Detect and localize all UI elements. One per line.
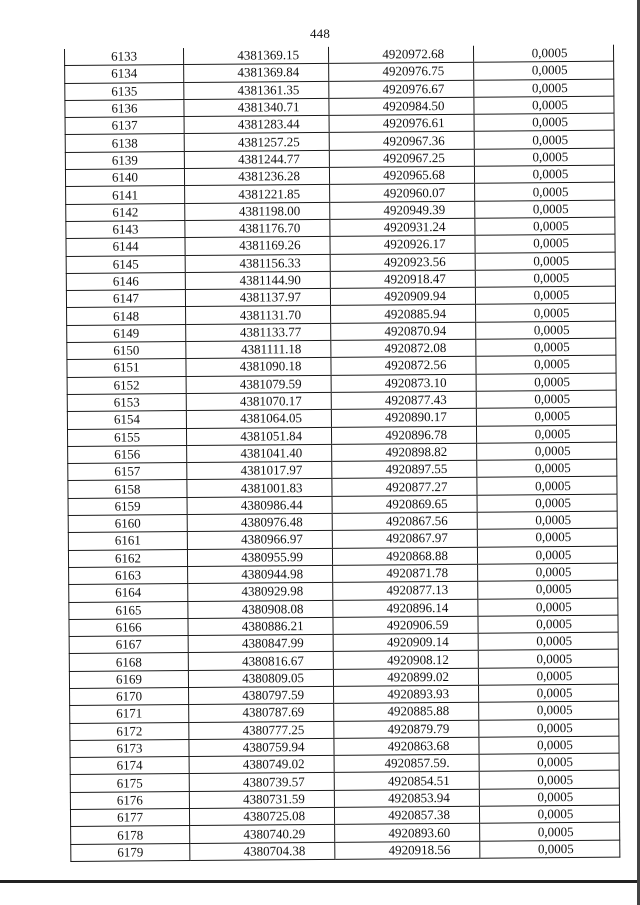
accuracy-cell: 0,0005 [477,442,617,460]
y-coordinate-cell: 4920926.17 [330,236,475,254]
point-id-cell: 6152 [67,376,186,394]
point-id-cell: 6133 [64,48,183,66]
accuracy-cell: 0,0005 [478,598,618,616]
x-coordinate-cell: 4381051.84 [186,427,331,445]
accuracy-cell: 0,0005 [478,615,618,633]
accuracy-cell: 0,0005 [479,805,619,823]
accuracy-cell: 0,0005 [476,373,616,391]
point-id-cell: 6153 [67,393,186,411]
x-coordinate-cell: 4380908.08 [188,600,333,618]
point-id-cell: 6160 [68,515,187,533]
point-id-cell: 6162 [68,549,187,567]
y-coordinate-cell: 4920906.59 [333,616,478,634]
y-coordinate-cell: 4920873.10 [331,374,476,392]
accuracy-cell: 0,0005 [474,61,614,79]
y-coordinate-cell: 4920893.60 [335,824,480,842]
accuracy-cell: 0,0005 [474,96,614,114]
y-coordinate-cell: 4920967.36 [329,132,474,150]
point-id-cell: 6167 [69,636,188,654]
point-id-cell: 6150 [67,342,186,360]
y-coordinate-cell: 4920885.94 [331,305,476,323]
y-coordinate-cell: 4920853.94 [334,789,479,807]
x-coordinate-cell: 4381221.85 [185,185,330,203]
point-id-cell: 6168 [69,653,188,671]
accuracy-cell: 0,0005 [473,45,613,63]
x-coordinate-cell: 4380955.99 [187,548,332,566]
point-id-cell: 6177 [70,809,189,827]
point-id-cell: 6148 [67,307,186,325]
point-id-cell: 6142 [66,203,185,221]
accuracy-cell: 0,0005 [477,511,617,529]
point-id-cell: 6135 [65,82,184,100]
accuracy-cell: 0,0005 [480,823,620,841]
point-id-cell: 6136 [65,99,184,117]
accuracy-cell: 0,0005 [479,701,619,719]
accuracy-cell: 0,0005 [475,217,615,235]
point-id-cell: 6154 [67,411,186,429]
y-coordinate-cell: 4920872.56 [331,357,476,375]
y-coordinate-cell: 4920867.56 [332,512,477,530]
accuracy-cell: 0,0005 [476,356,616,374]
accuracy-cell: 0,0005 [475,252,615,270]
page-number: 448 [309,26,331,41]
y-coordinate-cell: 4920918.56 [335,841,480,859]
y-coordinate-cell: 4920897.55 [332,460,477,478]
point-id-cell: 6164 [69,584,188,602]
accuracy-cell: 0,0005 [477,494,617,512]
point-id-cell: 6173 [70,739,189,757]
y-coordinate-cell: 4920885.88 [334,703,479,721]
accuracy-cell: 0,0005 [475,200,615,218]
accuracy-cell: 0,0005 [479,736,619,754]
y-coordinate-cell: 4920868.88 [332,547,477,565]
x-coordinate-cell: 4380944.98 [188,565,333,583]
accuracy-cell: 0,0005 [474,148,614,166]
x-coordinate-cell: 4381137.97 [185,289,330,307]
y-coordinate-cell: 4920967.25 [329,149,474,167]
accuracy-cell: 0,0005 [478,650,618,668]
y-coordinate-cell: 4920871.78 [333,564,478,582]
y-coordinate-cell: 4920898.82 [332,443,477,461]
x-coordinate-cell: 4381176.70 [185,219,330,237]
x-coordinate-cell: 4380787.69 [189,704,334,722]
x-coordinate-cell: 4380809.05 [188,669,333,687]
point-id-cell: 6144 [66,238,185,256]
point-id-cell: 6159 [68,497,187,515]
x-coordinate-cell: 4380816.67 [188,652,333,670]
x-coordinate-cell: 4381369.84 [184,64,329,82]
y-coordinate-cell: 4920896.14 [333,599,478,617]
x-coordinate-cell: 4381070.17 [186,392,331,410]
y-coordinate-cell: 4920857.38 [334,806,479,824]
y-coordinate-cell: 4920869.65 [332,495,477,513]
x-coordinate-cell: 4381283.44 [184,116,329,134]
y-coordinate-cell: 4920923.56 [330,253,475,271]
accuracy-cell: 0,0005 [476,407,616,425]
x-coordinate-cell: 4381340.71 [184,98,329,116]
point-id-cell: 6145 [66,255,185,273]
accuracy-cell: 0,0005 [479,719,619,737]
y-coordinate-cell: 4920909.94 [330,287,475,305]
point-id-cell: 6138 [65,134,184,152]
point-id-cell: 6141 [66,186,185,204]
accuracy-cell: 0,0005 [477,459,617,477]
y-coordinate-cell: 4920893.93 [334,685,479,703]
x-coordinate-cell: 4381131.70 [186,306,331,324]
x-coordinate-cell: 4380725.08 [189,807,334,825]
accuracy-cell: 0,0005 [479,788,619,806]
accuracy-cell: 0,0005 [479,771,619,789]
x-coordinate-cell: 4380759.94 [189,738,334,756]
point-id-cell: 6175 [70,774,189,792]
point-id-cell: 6156 [68,445,187,463]
point-id-cell: 6171 [70,705,189,723]
point-id-cell: 6174 [70,757,189,775]
coordinates-table-body [64,45,619,862]
x-coordinate-cell: 4380847.99 [188,634,333,652]
table-row [71,840,620,862]
accuracy-cell: 0,0005 [478,667,618,685]
y-coordinate-cell: 4920976.67 [329,80,474,98]
x-coordinate-cell: 4381169.26 [185,237,330,255]
y-coordinate-cell: 4920879.79 [334,720,479,738]
accuracy-cell: 0,0005 [476,338,616,356]
y-coordinate-cell: 4920877.13 [333,581,478,599]
y-coordinate-cell: 4920972.68 [328,46,473,64]
accuracy-cell: 0,0005 [476,425,616,443]
x-coordinate-cell: 4380976.48 [187,513,332,531]
y-coordinate-cell: 4920909.14 [333,633,478,651]
point-id-cell: 6137 [65,117,184,135]
x-coordinate-cell: 4381361.35 [184,81,329,99]
point-id-cell: 6146 [66,272,185,290]
accuracy-cell: 0,0005 [476,304,616,322]
accuracy-cell: 0,0005 [477,546,617,564]
accuracy-cell: 0,0005 [475,234,615,252]
accuracy-cell: 0,0005 [479,684,619,702]
accuracy-cell: 0,0005 [478,580,618,598]
x-coordinate-cell: 4380740.29 [190,825,335,843]
point-id-cell: 6155 [67,428,186,446]
y-coordinate-cell: 4920976.61 [329,114,474,132]
y-coordinate-cell: 4920867.97 [332,530,477,548]
y-coordinate-cell: 4920918.47 [330,270,475,288]
y-coordinate-cell: 4920984.50 [329,97,474,115]
accuracy-cell: 0,0005 [474,131,614,149]
x-coordinate-cell: 4380886.21 [188,617,333,635]
accuracy-cell: 0,0005 [474,79,614,97]
x-coordinate-cell: 4380777.25 [189,721,334,739]
x-coordinate-cell: 4381144.90 [185,271,330,289]
y-coordinate-cell: 4920965.68 [329,166,474,184]
y-coordinate-cell: 4920931.24 [330,218,475,236]
y-coordinate-cell: 4920896.78 [331,426,476,444]
bottom-scan-border [0,880,640,883]
x-coordinate-cell: 4381369.15 [183,47,328,65]
accuracy-cell: 0,0005 [475,286,615,304]
point-id-cell: 6161 [68,532,187,550]
x-coordinate-cell: 4380966.97 [187,531,332,549]
point-id-cell: 6165 [69,601,188,619]
y-coordinate-cell: 4920870.94 [331,322,476,340]
accuracy-cell: 0,0005 [474,113,614,131]
x-coordinate-cell: 4380929.98 [188,583,333,601]
y-coordinate-cell: 4920854.51 [334,772,479,790]
coordinates-table [64,45,620,862]
x-coordinate-cell: 4381257.25 [184,133,329,151]
y-coordinate-cell: 4920877.27 [332,478,477,496]
y-coordinate-cell: 4920960.07 [330,184,475,202]
x-coordinate-cell: 4381001.83 [187,479,332,497]
point-id-cell: 6179 [71,843,190,861]
point-id-cell: 6158 [68,480,187,498]
x-coordinate-cell: 4381090.18 [186,358,331,376]
x-coordinate-cell: 4380986.44 [187,496,332,514]
accuracy-cell: 0,0005 [476,321,616,339]
point-id-cell: 6149 [67,324,186,342]
y-coordinate-cell: 4920908.12 [333,651,478,669]
y-coordinate-cell: 4920877.43 [331,391,476,409]
x-coordinate-cell: 4381156.33 [185,254,330,272]
point-id-cell: 6169 [69,670,188,688]
accuracy-cell: 0,0005 [478,563,618,581]
point-id-cell: 6157 [68,463,187,481]
x-coordinate-cell: 4381017.97 [187,462,332,480]
point-id-cell: 6139 [65,151,184,169]
point-id-cell: 6163 [69,566,188,584]
x-coordinate-cell: 4381198.00 [185,202,330,220]
x-coordinate-cell: 4380749.02 [189,756,334,774]
accuracy-cell: 0,0005 [480,840,620,858]
y-coordinate-cell: 4920899.02 [333,668,478,686]
accuracy-cell: 0,0005 [479,753,619,771]
point-id-cell: 6140 [65,169,184,187]
point-id-cell: 6170 [70,688,189,706]
point-id-cell: 6134 [65,65,184,83]
accuracy-cell: 0,0005 [474,165,614,183]
accuracy-cell: 0,0005 [477,477,617,495]
point-id-cell: 6166 [69,618,188,636]
y-coordinate-cell: 4920976.75 [329,63,474,81]
point-id-cell: 6147 [66,290,185,308]
point-id-cell: 6178 [71,826,190,844]
accuracy-cell: 0,0005 [477,528,617,546]
point-id-cell: 6176 [70,791,189,809]
x-coordinate-cell: 4381133.77 [186,323,331,341]
y-coordinate-cell: 4920890.17 [331,409,476,427]
x-coordinate-cell: 4381064.05 [186,410,331,428]
accuracy-cell: 0,0005 [478,632,618,650]
x-coordinate-cell: 4381041.40 [187,444,332,462]
point-id-cell: 6151 [67,359,186,377]
x-coordinate-cell: 4380797.59 [189,686,334,704]
x-coordinate-cell: 4380731.59 [189,790,334,808]
x-coordinate-cell: 4380704.38 [190,842,335,860]
accuracy-cell: 0,0005 [475,183,615,201]
y-coordinate-cell: 4920857.59. [334,754,479,772]
point-id-cell: 6143 [66,221,185,239]
accuracy-cell: 0,0005 [475,269,615,287]
x-coordinate-cell: 4381079.59 [186,375,331,393]
y-coordinate-cell: 4920863.68 [334,737,479,755]
y-coordinate-cell: 4920949.39 [330,201,475,219]
x-coordinate-cell: 4381244.77 [184,150,329,168]
x-coordinate-cell: 4381236.28 [184,167,329,185]
x-coordinate-cell: 4380739.57 [189,773,334,791]
y-coordinate-cell: 4920872.08 [331,339,476,357]
coordinates-table-container [64,45,618,862]
x-coordinate-cell: 4381111.18 [186,340,331,358]
accuracy-cell: 0,0005 [476,390,616,408]
point-id-cell: 6172 [70,722,189,740]
